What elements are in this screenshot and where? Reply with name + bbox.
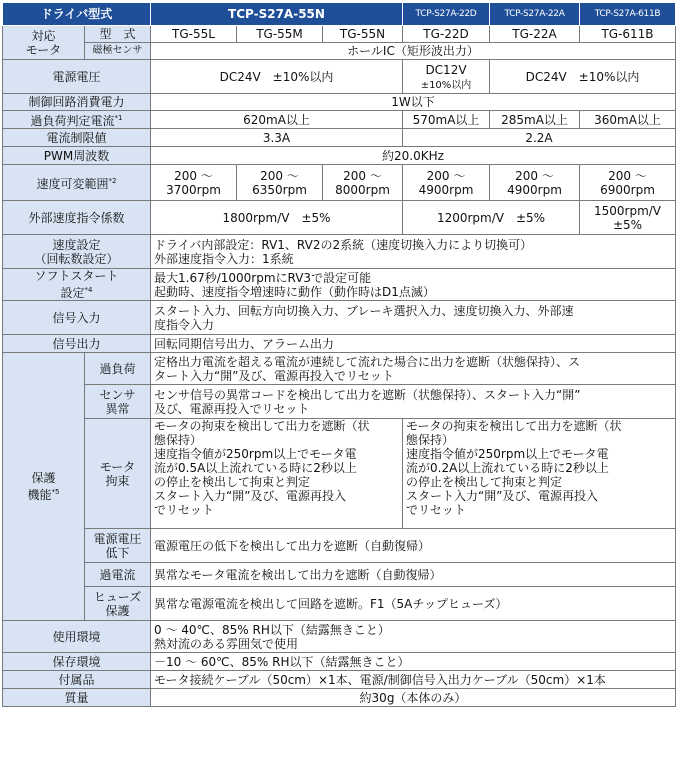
speed-range-value: 200 ～ 8000rpm: [323, 165, 403, 201]
motor-model: TG-611B: [580, 26, 676, 43]
motor-label: 対応 モータ: [3, 26, 85, 60]
overload-current-value: 620mA以上: [151, 111, 403, 129]
model-22d: TCP-S27A-22D: [403, 3, 490, 26]
protection-fuse-row: [3, 587, 676, 621]
protection-overcurrent-label: 過電流: [85, 563, 151, 587]
weight-value: 約30g（本体のみ）: [151, 689, 676, 707]
speed-setting-value: ドライバ内部設定：RV1、RV2の2系統（速度切換入力により切換可） 外部速度指令入力：1系統: [151, 235, 676, 269]
motor-model: TG-55L: [151, 26, 237, 43]
ext-speed-value: 1200rpm/V ±5%: [403, 201, 580, 235]
overload-current-value: 570mA以上: [403, 111, 490, 129]
soft-start-row: [3, 269, 676, 301]
motor-model: TG-55M: [237, 26, 323, 43]
protection-lock-row: [3, 419, 676, 529]
model-55n: TCP-S27A-55N: [151, 3, 403, 26]
sensor-row: [3, 43, 676, 60]
protection-overcurrent-value: 異常なモータ電流を検出して出力を遮断（自動復帰）: [151, 563, 676, 587]
protection-fuse-label: ヒューズ 保護: [85, 587, 151, 621]
protection-lock-right: モータの拘束を検出して出力を遮断（状 態保持） 速度指令値が250rpm以上でモータ電 流が0.2A以上流れている時に2秒以上 の停止を検出して拘束と判定 スタート入力“開”及び、電源再投入 でリセット: [403, 419, 676, 529]
motor-model: TG-55N: [323, 26, 403, 43]
speed-range-value: 200 ～ 4900rpm: [403, 165, 490, 201]
signal-output-value: 回転同期信号出力、アラーム出力: [151, 335, 676, 353]
environment-label: 使用環境: [3, 621, 151, 653]
protection-sensor-value: センサ信号の異常コードを検出して出力を遮断（状態保持）、スタート入力“開” 及び、電源再投入でリセット: [151, 385, 676, 419]
storage-row: [3, 653, 676, 671]
storage-value: －10 ～ 60℃、85% RH以下（結露無きこと）: [151, 653, 676, 671]
model-611b: TCP-S27A-611B: [580, 3, 676, 26]
speed-range-row: [3, 165, 676, 201]
speed-range-label: 速度可変範囲$^{*2}$: [3, 165, 151, 201]
protection-lock-left: モータの拘束を検出して出力を遮断（状 態保持） 速度指令値が250rpm以上でモータ電 流が0.5A以上流れている時に2秒以上 の停止を検出して拘束と判定 スタート入力“開”及び、電源再投入 でリセット: [151, 419, 403, 529]
overload-current-row: [3, 111, 676, 129]
accessories-row: [3, 671, 676, 689]
protection-sensor-row: [3, 385, 676, 419]
pwm-label: PWM周波数: [3, 147, 151, 165]
speed-range-value: 200 ～ 6900rpm: [580, 165, 676, 201]
control-power-value: 1W以下: [151, 94, 676, 111]
accessories-label: 付属品: [3, 671, 151, 689]
protection-fuse-value: 異常な電源電流を検出して回路を遮断。F1（5Aチップヒューズ）: [151, 587, 676, 621]
protection-undervoltage-value: 電源電圧の低下を検出して出力を遮断（自動復帰）: [151, 529, 676, 563]
soft-start-value: 最大1.67秒/1000rpmにRV3で設定可能 起動時、速度指令増速時に動作（動作時はD1点滅）: [151, 269, 676, 301]
ext-speed-row: [3, 201, 676, 235]
spec-table: [2, 2, 676, 707]
power-voltage-value: DC24V ±10%以内: [151, 60, 403, 94]
model-22a: TCP-S27A-22A: [490, 3, 580, 26]
power-voltage-value: DC24V ±10%以内: [490, 60, 676, 94]
weight-label: 質量: [3, 689, 151, 707]
sensor-label: 磁極センサ: [85, 43, 151, 60]
speed-setting-label: 速度設定 （回転数設定）: [3, 235, 151, 269]
ext-speed-value: 1500rpm/V ±5%: [580, 201, 676, 235]
signal-output-row: [3, 335, 676, 353]
header-row: [3, 3, 676, 26]
current-limit-label: 電流制限値: [3, 129, 151, 147]
motor-type-row: [3, 26, 676, 43]
sensor-value: ホールIC（矩形波出力）: [151, 43, 676, 60]
overload-current-value: 285mA以上: [490, 111, 580, 129]
power-voltage-22d: DC12V ±10%以内: [403, 60, 490, 94]
storage-label: 保存環境: [3, 653, 151, 671]
speed-range-value: 200 ～ 6350rpm: [237, 165, 323, 201]
environment-value: 0 ～ 40℃、85% RH以下（結露無きこと） 熱対流のある雰囲気で使用: [151, 621, 676, 653]
protection-overload-value: 定格出力電流を超える電流が連続して流れた場合に出力を遮断（状態保持）、ス タート入力“開”及び、電源再投入でリセット: [151, 353, 676, 385]
signal-input-row: [3, 301, 676, 335]
speed-range-value: 200 ～ 3700rpm: [151, 165, 237, 201]
overload-current-value: 360mA以上: [580, 111, 676, 129]
protection-label: 保護 機能$^{*5}$: [3, 353, 85, 621]
protection-overcurrent-row: [3, 563, 676, 587]
ext-speed-label: 外部速度指令係数: [3, 201, 151, 235]
motor-type-label: 型 式: [85, 26, 151, 43]
protection-undervoltage-label: 電源電圧 低下: [85, 529, 151, 563]
protection-overload-row: [3, 353, 676, 385]
motor-model: TG-22A: [490, 26, 580, 43]
driver-model-label: ドライバ型式: [3, 3, 151, 26]
pwm-value: 約20.0KHz: [151, 147, 676, 165]
control-power-label: 制御回路消費電力: [3, 94, 151, 111]
power-voltage-row: [3, 60, 676, 94]
speed-range-value: 200 ～ 4900rpm: [490, 165, 580, 201]
current-limit-row: [3, 129, 676, 147]
protection-undervoltage-row: [3, 529, 676, 563]
protection-overload-label: 過負荷: [85, 353, 151, 385]
speed-setting-row: [3, 235, 676, 269]
control-power-row: [3, 94, 676, 111]
accessories-value: モータ接続ケーブル（50cm）×1本、電源/制御信号入出力ケーブル（50cm）×1本: [151, 671, 676, 689]
protection-lock-label: モータ 拘束: [85, 419, 151, 529]
current-limit-value: 2.2A: [403, 129, 676, 147]
protection-sensor-label: センサ 異常: [85, 385, 151, 419]
pwm-row: [3, 147, 676, 165]
power-voltage-label: 電源電圧: [3, 60, 151, 94]
weight-row: [3, 689, 676, 707]
overload-current-label: 過負荷判定電流$^{*1}$: [3, 111, 151, 129]
signal-input-label: 信号入力: [3, 301, 151, 335]
signal-output-label: 信号出力: [3, 335, 151, 353]
signal-input-value: スタート入力、回転方向切換入力、ブレーキ選択入力、速度切換入力、外部速 度指令入力: [151, 301, 676, 335]
soft-start-label: ソフトスタート 設定$^{*4}$: [3, 269, 151, 301]
motor-model: TG-22D: [403, 26, 490, 43]
ext-speed-value: 1800rpm/V ±5%: [151, 201, 403, 235]
current-limit-value: 3.3A: [151, 129, 403, 147]
environment-row: [3, 621, 676, 653]
